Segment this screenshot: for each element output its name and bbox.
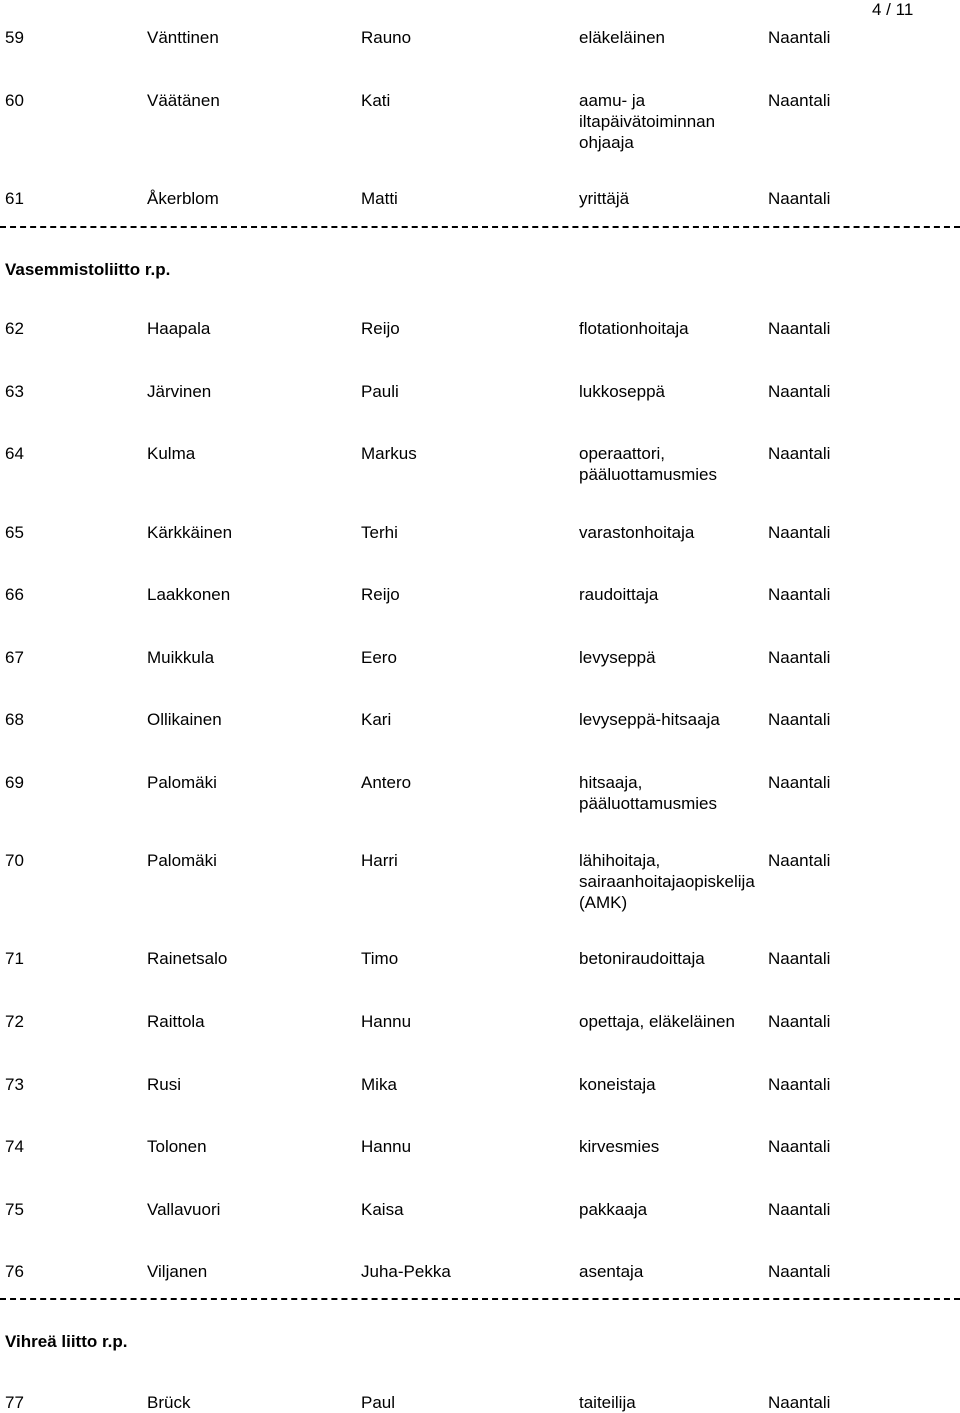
- candidate-number: 65: [5, 523, 24, 542]
- candidate-city: Naantali: [768, 851, 831, 870]
- candidate-last-name: Tolonen: [147, 1137, 207, 1156]
- candidate-occupation: hitsaaja, pääluottamusmies: [579, 773, 717, 813]
- candidate-occupation: varastonhoitaja: [579, 523, 695, 542]
- section-divider: [0, 1298, 960, 1300]
- candidate-occupation: levyseppä-hitsaaja: [579, 710, 720, 729]
- candidate-number: 73: [5, 1075, 24, 1094]
- candidate-number: 61: [5, 189, 24, 208]
- candidate-first-name: Timo: [361, 949, 399, 968]
- candidate-number: 69: [5, 773, 24, 792]
- candidate-first-name: Reijo: [361, 585, 400, 604]
- candidate-city: Naantali: [768, 949, 831, 968]
- candidate-number: 71: [5, 949, 24, 968]
- candidate-first-name: Markus: [361, 444, 417, 463]
- candidate-last-name: Rusi: [147, 1075, 182, 1094]
- candidate-first-name: Juha-Pekka: [361, 1262, 451, 1281]
- candidate-occupation: levyseppä: [579, 648, 656, 667]
- candidate-city: Naantali: [768, 585, 831, 604]
- candidate-occupation: yrittäjä: [579, 189, 630, 208]
- party-heading: Vasemmistoliitto r.p.: [5, 260, 171, 279]
- candidate-occupation: taiteilija: [579, 1393, 636, 1412]
- page-number: 4 / 11: [872, 0, 914, 19]
- candidate-first-name: Terhi: [361, 523, 398, 542]
- candidate-first-name: Harri: [361, 851, 398, 870]
- candidate-first-name: Kari: [361, 710, 392, 729]
- candidate-last-name: Väätänen: [147, 91, 220, 110]
- candidate-city: Naantali: [768, 710, 831, 729]
- candidate-last-name: Kärkkäinen: [147, 523, 233, 542]
- candidate-first-name: Eero: [361, 648, 397, 667]
- candidate-last-name: Palomäki: [147, 773, 217, 792]
- candidate-number: 77: [5, 1393, 24, 1412]
- candidate-last-name: Kulma: [147, 444, 196, 463]
- candidate-last-name: Åkerblom: [147, 189, 219, 208]
- candidate-city: Naantali: [768, 1075, 831, 1094]
- candidate-number: 59: [5, 28, 24, 47]
- candidate-last-name: Palomäki: [147, 851, 217, 870]
- candidate-city: Naantali: [768, 444, 831, 463]
- candidate-first-name: Hannu: [361, 1012, 412, 1031]
- candidate-last-name: Viljanen: [147, 1262, 208, 1281]
- candidate-number: 72: [5, 1012, 24, 1031]
- candidate-city: Naantali: [768, 189, 831, 208]
- candidate-occupation: pakkaaja: [579, 1200, 648, 1219]
- candidate-city: Naantali: [768, 648, 831, 667]
- candidate-number: 63: [5, 382, 24, 401]
- candidate-occupation: lähihoitaja, sairaanhoitajaopiskelija (AMK): [579, 851, 755, 912]
- candidate-number: 66: [5, 585, 24, 604]
- candidate-first-name: Mika: [361, 1075, 397, 1094]
- candidate-city: Naantali: [768, 1200, 831, 1219]
- candidate-number: 70: [5, 851, 24, 870]
- candidate-occupation: asentaja: [579, 1262, 644, 1281]
- candidate-last-name: Raittola: [147, 1012, 205, 1031]
- candidate-last-name: Laakkonen: [147, 585, 231, 604]
- candidate-first-name: Pauli: [361, 382, 399, 401]
- candidate-first-name: Hannu: [361, 1137, 412, 1156]
- candidate-first-name: Paul: [361, 1393, 396, 1412]
- candidate-occupation: koneistaja: [579, 1075, 656, 1094]
- candidate-number: 76: [5, 1262, 24, 1281]
- candidate-city: Naantali: [768, 319, 831, 338]
- candidate-city: Naantali: [768, 28, 831, 47]
- candidate-first-name: Kaisa: [361, 1200, 404, 1219]
- candidate-occupation: raudoittaja: [579, 585, 659, 604]
- candidate-number: 68: [5, 710, 24, 729]
- candidate-occupation: operaattori, pääluottamusmies: [579, 444, 717, 484]
- candidate-occupation: aamu- ja iltapäivätoiminnan ohjaaja: [579, 91, 716, 152]
- candidate-city: Naantali: [768, 91, 831, 110]
- candidate-first-name: Kati: [361, 91, 391, 110]
- party-heading: Vihreä liitto r.p.: [5, 1332, 128, 1351]
- candidate-first-name: Reijo: [361, 319, 400, 338]
- candidate-last-name: Järvinen: [147, 382, 212, 401]
- candidate-number: 67: [5, 648, 24, 667]
- candidate-first-name: Antero: [361, 773, 412, 792]
- candidate-last-name: Haapala: [147, 319, 211, 338]
- candidate-city: Naantali: [768, 1262, 831, 1281]
- candidate-occupation: betoniraudoittaja: [579, 949, 705, 968]
- candidate-first-name: Rauno: [361, 28, 412, 47]
- candidate-number: 74: [5, 1137, 24, 1156]
- candidate-last-name: Brück: [147, 1393, 191, 1412]
- candidate-number: 75: [5, 1200, 24, 1219]
- candidate-last-name: Muikkula: [147, 648, 215, 667]
- candidate-city: Naantali: [768, 1137, 831, 1156]
- candidate-first-name: Matti: [361, 189, 398, 208]
- candidate-last-name: Vänttinen: [147, 28, 219, 47]
- candidate-city: Naantali: [768, 1012, 831, 1031]
- candidate-city: Naantali: [768, 382, 831, 401]
- candidate-number: 60: [5, 91, 24, 110]
- candidate-occupation: eläkeläinen: [579, 28, 666, 47]
- candidate-number: 62: [5, 319, 24, 338]
- candidate-number: 64: [5, 444, 24, 463]
- candidate-city: Naantali: [768, 773, 831, 792]
- candidate-last-name: Rainetsalo: [147, 949, 228, 968]
- section-divider: [0, 226, 960, 228]
- candidate-city: Naantali: [768, 1393, 831, 1412]
- candidate-city: Naantali: [768, 523, 831, 542]
- candidate-occupation: kirvesmies: [579, 1137, 660, 1156]
- candidate-last-name: Vallavuori: [147, 1200, 221, 1219]
- candidate-last-name: Ollikainen: [147, 710, 222, 729]
- candidate-occupation: opettaja, eläkeläinen: [579, 1012, 735, 1031]
- candidate-occupation: lukkoseppä: [579, 382, 666, 401]
- candidate-occupation: flotationhoitaja: [579, 319, 689, 338]
